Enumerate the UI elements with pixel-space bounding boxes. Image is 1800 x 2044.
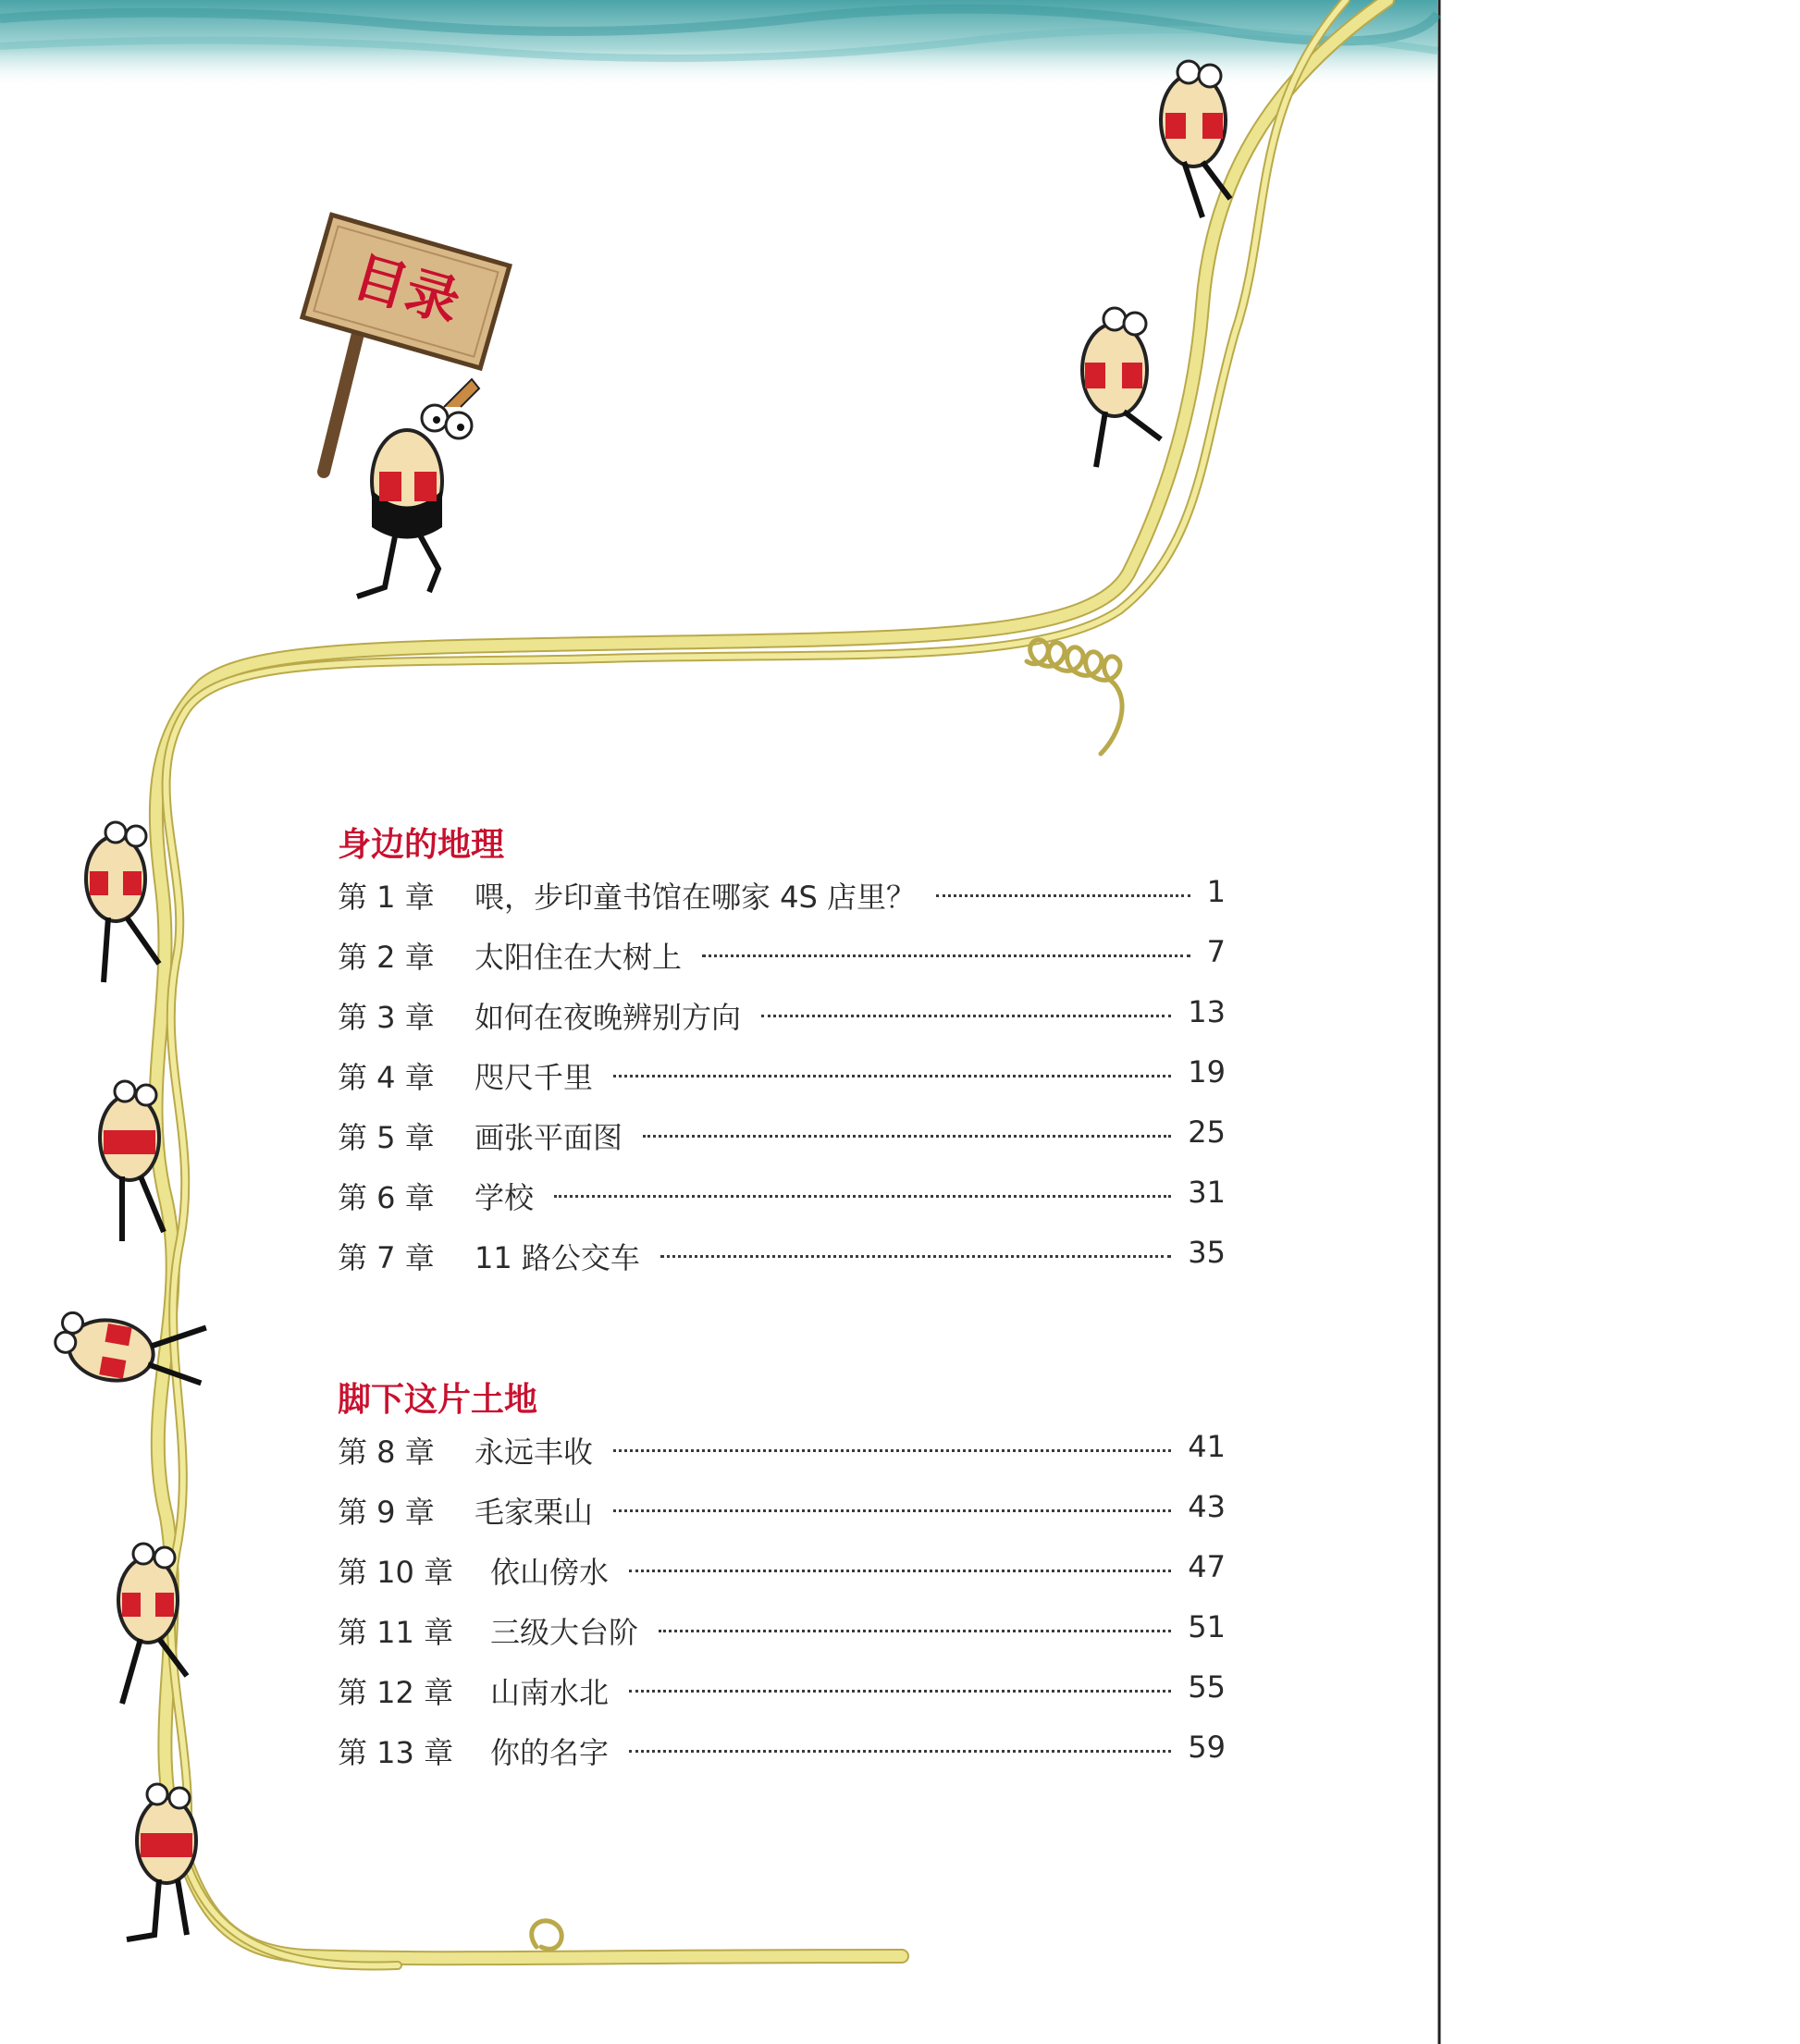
chapter-title: 画张平面图 [475, 1120, 623, 1155]
chapter-title: 如何在夜晚辨别方向 [475, 1000, 742, 1035]
cartoon-bird-character [357, 379, 479, 597]
chapter-title: 毛家栗山 [475, 1495, 594, 1530]
dot-leader [936, 894, 1190, 897]
page-number: 19 [1188, 1054, 1226, 1090]
dot-leader [613, 1509, 1171, 1512]
dot-leader [629, 1690, 1171, 1693]
cartoon-bird-character [1082, 308, 1161, 467]
page-number: 25 [1188, 1114, 1226, 1150]
toc-entry[interactable] [338, 1235, 1226, 1281]
toc-entry[interactable] [338, 934, 1226, 980]
toc-entry[interactable] [338, 1730, 1226, 1776]
toc-entry[interactable] [338, 1114, 1226, 1161]
chapter-title: 咫尺千里 [475, 1060, 594, 1095]
chapter-number: 第 2 章 [338, 940, 435, 975]
chapter-title: 依山傍水 [490, 1555, 610, 1590]
page-number: 1 [1206, 874, 1226, 909]
dot-leader [761, 1015, 1171, 1017]
chapter-title: 太阳住在大树上 [475, 940, 683, 975]
dot-leader [629, 1750, 1171, 1753]
toc-entry[interactable] [338, 1054, 1226, 1101]
toc-entry[interactable] [338, 1549, 1226, 1595]
dot-leader [629, 1570, 1171, 1572]
dot-leader [702, 954, 1190, 957]
chapter-title: 山南水北 [490, 1675, 610, 1710]
toc-entry[interactable] [338, 874, 1226, 920]
chapter-number: 第 5 章 [338, 1120, 435, 1155]
page-number: 13 [1188, 994, 1226, 1029]
chapter-number: 第 4 章 [338, 1060, 435, 1095]
page-number: 41 [1188, 1429, 1226, 1464]
chapter-title: 学校 [475, 1180, 535, 1215]
page-number: 47 [1188, 1549, 1226, 1584]
chapter-title: 永远丰收 [475, 1434, 594, 1470]
cartoon-bird-character [50, 1302, 210, 1396]
chapter-number: 第 9 章 [338, 1495, 435, 1530]
chapter-number: 第 8 章 [338, 1434, 435, 1470]
sign-text: 目录 [346, 244, 467, 335]
toc-entry[interactable] [338, 1175, 1226, 1221]
toc-entry[interactable] [338, 1669, 1226, 1716]
dot-leader [643, 1135, 1171, 1138]
page-number: 43 [1188, 1489, 1226, 1524]
chapter-title: 喂，步印童书馆在哪家 4S 店里？ [475, 880, 917, 915]
chapter-number: 第 12 章 [338, 1675, 454, 1710]
dot-leader [659, 1630, 1171, 1632]
page-number: 51 [1188, 1609, 1226, 1644]
chapter-number: 第 11 章 [338, 1615, 454, 1650]
dot-leader [613, 1075, 1171, 1077]
section-heading: 身边的地理 [338, 826, 505, 864]
chapter-number: 第 7 章 [338, 1240, 435, 1275]
dot-leader [660, 1255, 1171, 1258]
chapter-number: 第 6 章 [338, 1180, 435, 1215]
chapter-number: 第 10 章 [338, 1555, 454, 1590]
chapter-number: 第 1 章 [338, 880, 435, 915]
page-number: 59 [1188, 1730, 1226, 1765]
chapter-number: 第 3 章 [338, 1000, 435, 1035]
toc-entry[interactable] [338, 1429, 1226, 1475]
toc-entry[interactable] [338, 994, 1226, 1040]
section-heading: 脚下这片土地 [338, 1381, 538, 1419]
page-number: 31 [1188, 1175, 1226, 1210]
dot-leader [613, 1449, 1171, 1452]
chapter-title: 三级大台阶 [490, 1615, 639, 1650]
page-number: 35 [1188, 1235, 1226, 1270]
dot-leader [554, 1195, 1171, 1198]
page-number: 55 [1188, 1669, 1226, 1705]
chapter-number: 第 13 章 [338, 1735, 454, 1770]
toc-entry[interactable] [338, 1489, 1226, 1535]
chapter-title: 你的名字 [490, 1735, 610, 1770]
chapter-title: 11 路公交车 [475, 1240, 640, 1275]
page-number: 7 [1206, 934, 1226, 969]
cartoon-bird-character [127, 1784, 196, 1939]
cartoon-bird-character [86, 822, 159, 982]
toc-entry[interactable] [338, 1609, 1226, 1656]
